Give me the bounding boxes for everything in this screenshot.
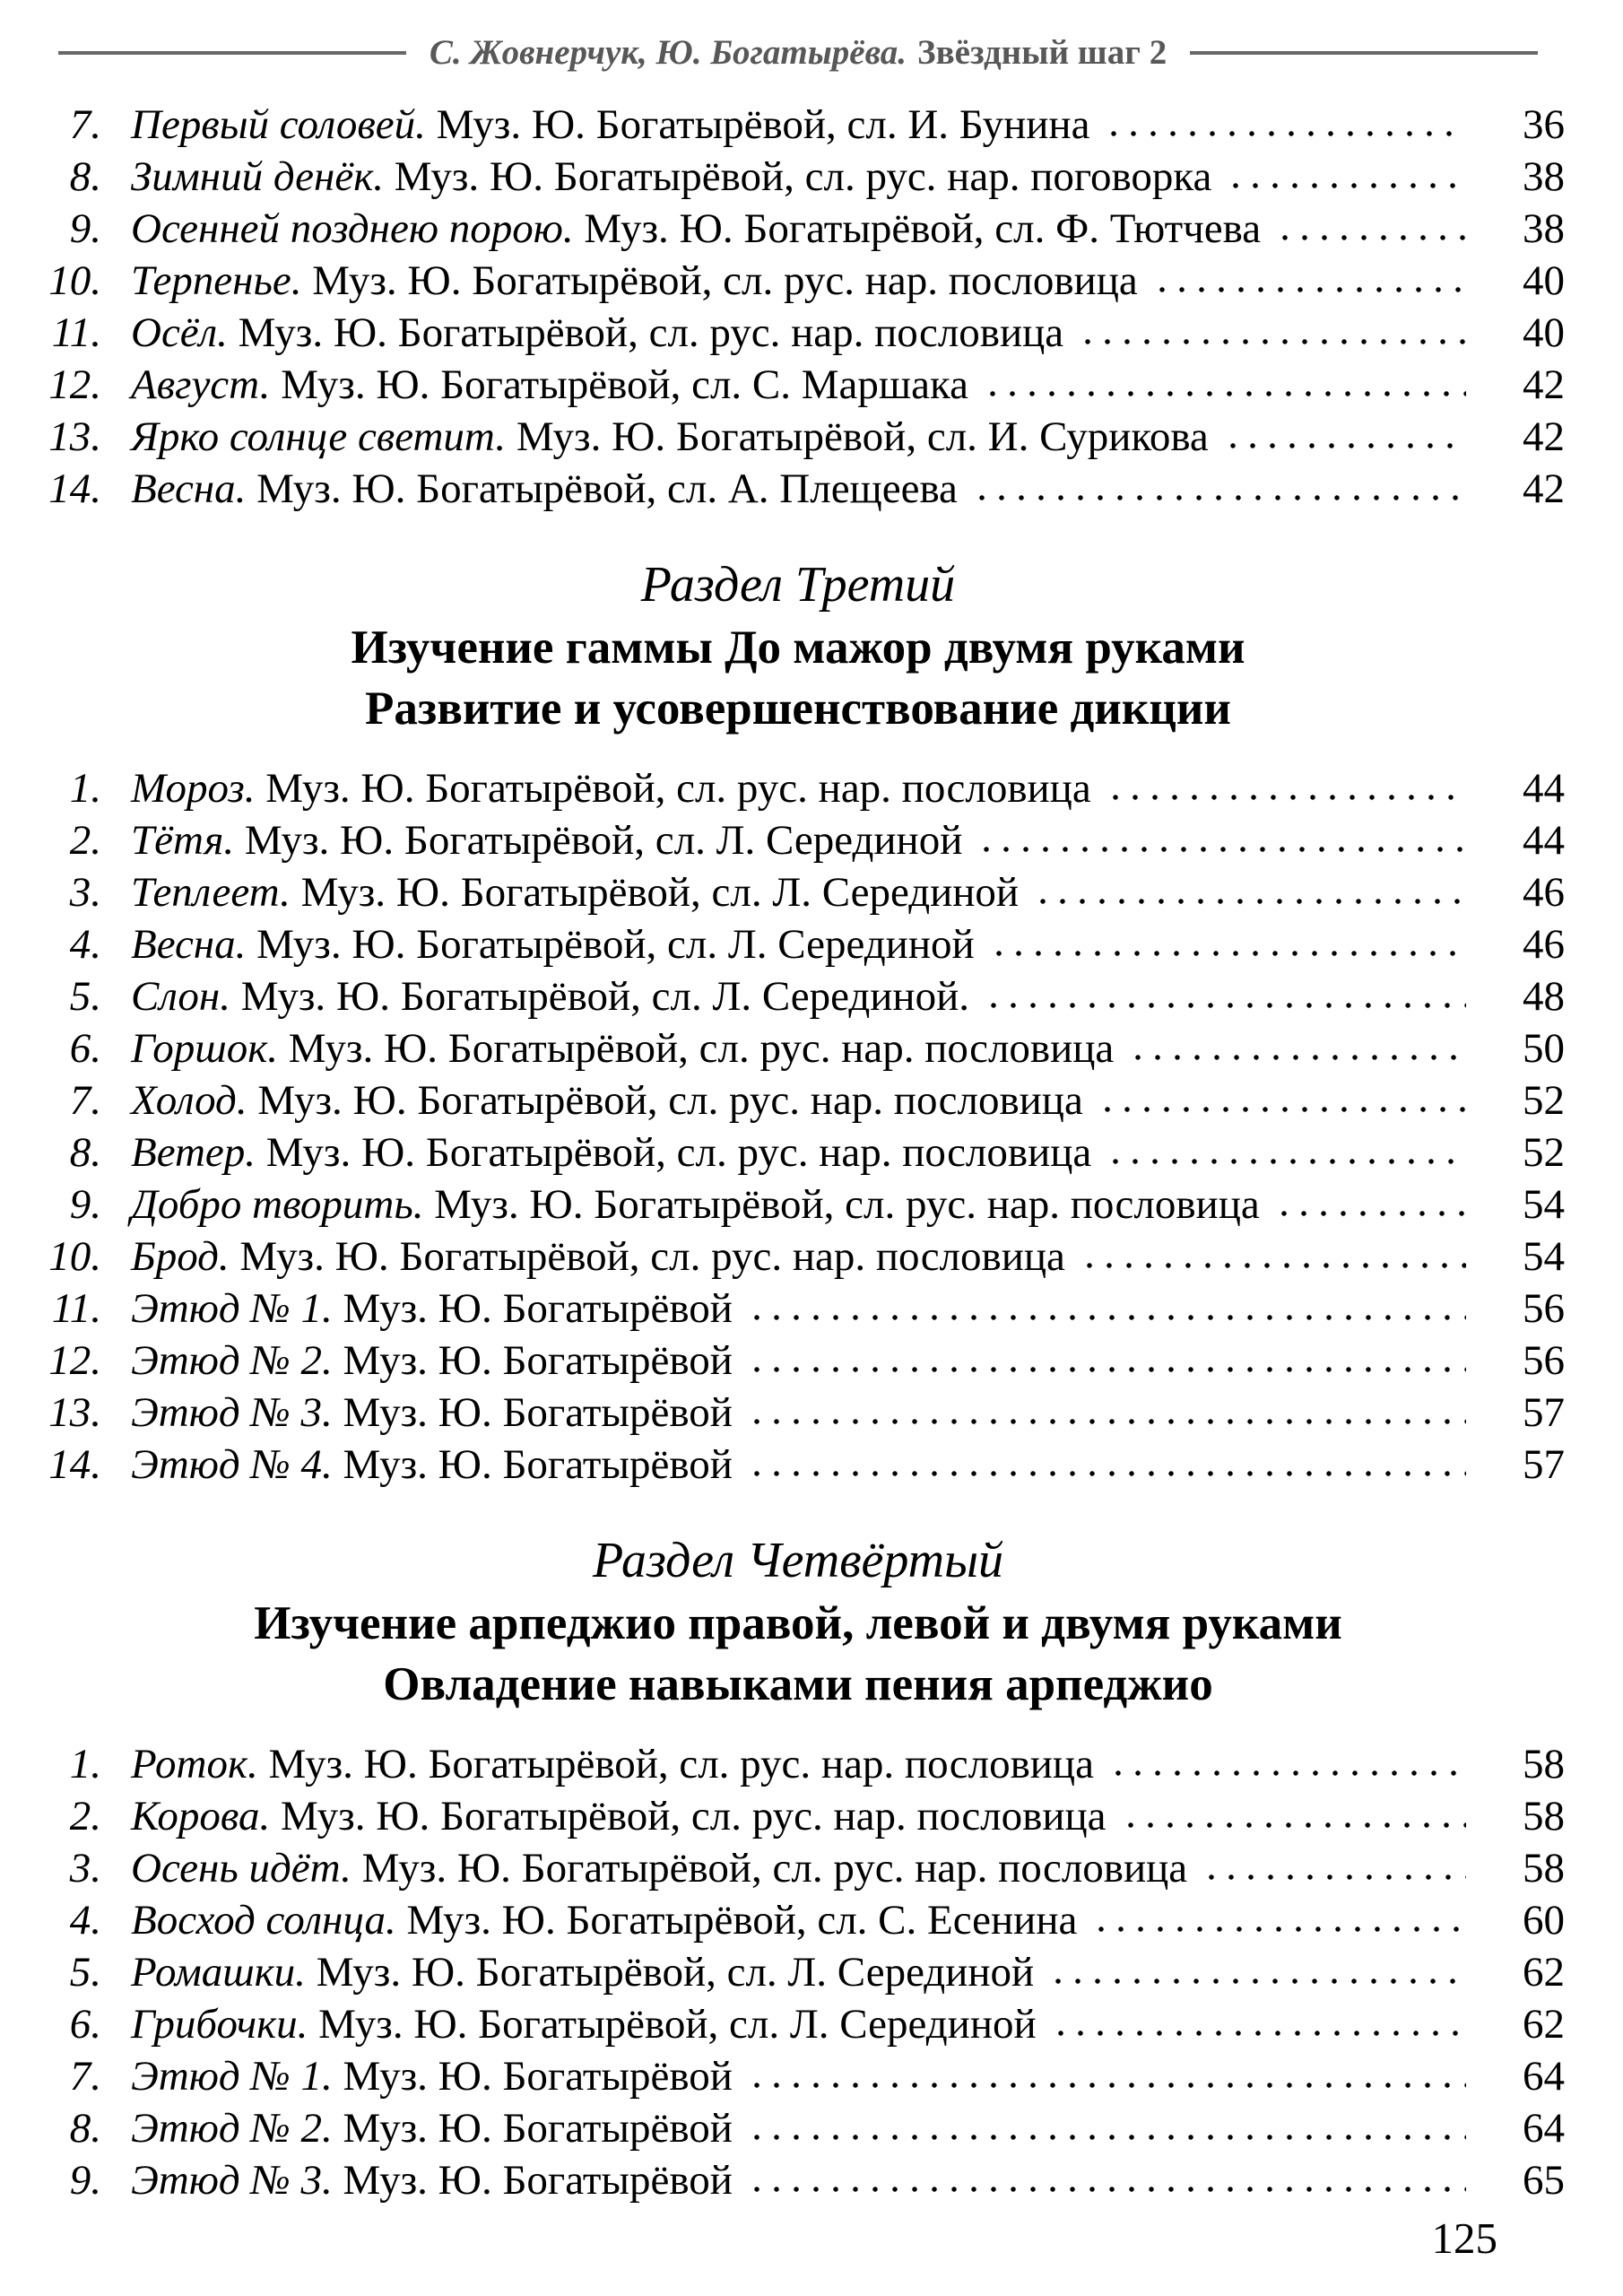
dot-leader bbox=[983, 359, 1466, 411]
entry-number: 7. bbox=[69, 1077, 101, 1124]
header-right-rule bbox=[1190, 51, 1538, 55]
entry-number: 4. bbox=[69, 921, 101, 968]
entry-title: Август. bbox=[131, 361, 271, 408]
toc-section-four-entries bbox=[31, 1738, 1565, 2206]
entry-credit: Муз. Ю. Богатырёвой, сл. рус. нар. пословица bbox=[361, 1845, 1188, 1892]
entry-page-number: 57 bbox=[1523, 1441, 1565, 1488]
entry-credit: Муз. Ю. Богатырёвой bbox=[343, 1389, 733, 1436]
entry-credit: Муз. Ю. Богатырёвой, сл. Л. Серединой. bbox=[240, 973, 969, 1020]
entry-text bbox=[131, 1998, 1037, 2050]
toc-entry bbox=[31, 411, 1565, 463]
toc-entry bbox=[31, 970, 1565, 1022]
entry-credit: Муз. Ю. Богатырёвой, сл. Ф. Тютчева bbox=[584, 205, 1262, 252]
entry-number: 13. bbox=[48, 1389, 101, 1436]
entry-title: Весна. bbox=[131, 465, 247, 512]
entry-page-number: 50 bbox=[1523, 1025, 1565, 1072]
entry-title: Горшок. bbox=[131, 1025, 279, 1072]
entry-title: Роток. bbox=[131, 1741, 258, 1787]
entry-title: Весна. bbox=[131, 921, 247, 968]
entry-text bbox=[131, 1894, 1077, 1946]
entry-page-number: 56 bbox=[1523, 1285, 1565, 1332]
dot-leader bbox=[1226, 151, 1466, 203]
entry-page-number: 38 bbox=[1523, 205, 1565, 252]
section-subtitle: Изучение арпеджио правой, левой и двумя руками bbox=[254, 1597, 1342, 1649]
entry-number: 14. bbox=[48, 1441, 101, 1488]
entry-page-number: 60 bbox=[1523, 1897, 1565, 1944]
entry-text bbox=[131, 1738, 1094, 1790]
entry-page-number: 58 bbox=[1523, 1793, 1565, 1839]
dot-leader bbox=[747, 2050, 1466, 2102]
dot-leader bbox=[1098, 1074, 1466, 1126]
section-subtitle: Развитие и усовершенствование дикции bbox=[365, 683, 1231, 735]
dot-leader bbox=[1121, 1790, 1467, 1842]
entry-page-number: 46 bbox=[1523, 869, 1565, 916]
toc-entry bbox=[31, 359, 1565, 411]
toc-entry bbox=[31, 762, 1565, 814]
toc-entry bbox=[31, 463, 1565, 515]
entry-page-number: 40 bbox=[1523, 309, 1565, 356]
toc-entry bbox=[31, 1842, 1565, 1894]
dot-leader bbox=[1202, 1842, 1466, 1894]
entry-title: Брод. bbox=[131, 1233, 230, 1280]
entry-credit: Муз. Ю. Богатырёвой, сл. рус. нар. пословица bbox=[312, 257, 1138, 304]
entry-text bbox=[131, 2050, 733, 2102]
toc-entry bbox=[31, 2154, 1565, 2206]
entry-credit: Муз. Ю. Богатырёвой, сл. рус. нар. пословица bbox=[257, 1077, 1083, 1124]
dot-leader bbox=[976, 814, 1466, 866]
entry-text bbox=[131, 1439, 733, 1491]
toc-entry bbox=[31, 99, 1565, 151]
entry-text bbox=[131, 151, 1211, 203]
entry-credit: Муз. Ю. Богатырёвой bbox=[343, 2053, 733, 2100]
entry-number: 5. bbox=[69, 1949, 101, 1996]
entry-title: Тётя. bbox=[131, 817, 235, 864]
entry-page-number: 52 bbox=[1523, 1077, 1565, 1124]
toc-entry bbox=[31, 1387, 1565, 1439]
entry-credit: Муз. Ю. Богатырёвой, сл. рус. нар. пословица bbox=[238, 309, 1064, 356]
toc-entry bbox=[31, 1738, 1565, 1790]
dot-leader bbox=[1128, 1022, 1466, 1074]
entry-page-number: 40 bbox=[1523, 257, 1565, 304]
dot-leader bbox=[1048, 1946, 1466, 1998]
entry-number: 12. bbox=[48, 1337, 101, 1384]
entry-title: Этюд № 2. bbox=[131, 2105, 333, 2152]
entry-number: 8. bbox=[69, 1129, 101, 1176]
entry-title: Ромашки. bbox=[131, 1949, 306, 1996]
dot-leader bbox=[1051, 1998, 1466, 2050]
toc-entry bbox=[31, 1946, 1565, 1998]
entry-credit: Муз. Ю. Богатырёвой, сл. рус. нар. пословица bbox=[268, 1741, 1094, 1787]
entry-title: Ярко солнце светит. bbox=[131, 413, 507, 460]
entry-credit: Муз. Ю. Богатырёвой, сл. рус. нар. пословица bbox=[265, 765, 1091, 812]
entry-title: Холод. bbox=[131, 1077, 247, 1124]
entry-number: 2. bbox=[69, 817, 101, 864]
section-subtitle: Овладение навыками пения арпеджио bbox=[383, 1658, 1213, 1710]
entry-title: Осенней позднею порою. bbox=[131, 205, 574, 252]
dot-leader bbox=[1152, 255, 1466, 307]
entry-text bbox=[131, 411, 1209, 463]
entry-page-number: 58 bbox=[1523, 1741, 1565, 1787]
entry-credit: Муз. Ю. Богатырёвой, сл. рус. нар. пословица bbox=[434, 1181, 1260, 1228]
dot-leader bbox=[747, 1439, 1466, 1491]
entry-text bbox=[131, 1074, 1083, 1126]
entry-title: Корова. bbox=[131, 1793, 271, 1839]
dot-leader bbox=[747, 2102, 1466, 2154]
entry-page-number: 52 bbox=[1523, 1129, 1565, 1176]
entry-number: 12. bbox=[48, 361, 101, 408]
entry-title: Ветер. bbox=[131, 1129, 256, 1176]
entry-page-number: 64 bbox=[1523, 2105, 1565, 2152]
entry-title: Мороз. bbox=[131, 765, 256, 812]
entry-number: 9. bbox=[69, 205, 101, 252]
entry-title: Этюд № 3. bbox=[131, 2157, 333, 2204]
entry-title: Этюд № 3. bbox=[131, 1389, 333, 1436]
entry-credit: Муз. Ю. Богатырёвой, сл. рус. нар. пословица bbox=[288, 1025, 1115, 1072]
section-three-heading-block bbox=[31, 552, 1565, 739]
toc-entry bbox=[31, 1439, 1565, 1491]
entry-text bbox=[131, 814, 962, 866]
entry-title: Слон. bbox=[131, 973, 230, 1020]
section-heading: Раздел Четвёртый bbox=[592, 1533, 1003, 1588]
entry-credit: Муз. Ю. Богатырёвой, сл. рус. нар. пословица bbox=[239, 1233, 1065, 1280]
dot-leader bbox=[747, 1335, 1466, 1387]
entry-title: Зимний денёк. bbox=[131, 153, 384, 200]
dot-leader bbox=[1033, 866, 1466, 918]
entry-text bbox=[131, 99, 1089, 151]
section-subtitle: Изучение гаммы До мажор двумя руками bbox=[351, 622, 1245, 674]
entry-title: Теплеет. bbox=[131, 869, 291, 916]
entry-page-number: 42 bbox=[1523, 361, 1565, 408]
toc-entry bbox=[31, 2102, 1565, 2154]
dot-leader bbox=[1104, 99, 1466, 151]
entry-title: Этюд № 1. bbox=[131, 2053, 333, 2100]
entry-title: Осёл. bbox=[131, 309, 228, 356]
toc-entry bbox=[31, 307, 1565, 359]
entry-number: 14. bbox=[48, 465, 101, 512]
dot-leader bbox=[1106, 762, 1466, 814]
entry-number: 8. bbox=[69, 153, 101, 200]
toc-entry bbox=[31, 1894, 1565, 1946]
entry-text bbox=[131, 1022, 1114, 1074]
page-number: 125 bbox=[1431, 2213, 1497, 2263]
entry-number: 2. bbox=[69, 1793, 101, 1839]
entry-text bbox=[131, 359, 968, 411]
entry-text bbox=[131, 203, 1261, 255]
dot-leader bbox=[747, 1283, 1466, 1335]
section-four-heading-block bbox=[31, 1528, 1565, 1715]
dot-leader bbox=[1274, 1178, 1466, 1231]
entry-title: Терпенье. bbox=[131, 257, 302, 304]
toc-entry bbox=[31, 1178, 1565, 1231]
entry-page-number: 46 bbox=[1523, 921, 1565, 968]
entry-text bbox=[131, 1283, 733, 1335]
entry-number: 6. bbox=[69, 2001, 101, 2048]
entry-number: 11. bbox=[51, 309, 101, 356]
entry-page-number: 38 bbox=[1523, 153, 1565, 200]
entry-text bbox=[131, 255, 1138, 307]
entry-text bbox=[131, 2154, 733, 2206]
entry-title: Первый соловей. bbox=[131, 101, 426, 148]
entry-credit: Муз. Ю. Богатырёвой, сл. А. Плещеева bbox=[256, 465, 958, 512]
entry-number: 3. bbox=[69, 1845, 101, 1892]
dot-leader bbox=[1223, 411, 1466, 463]
dot-leader bbox=[984, 970, 1466, 1022]
entry-credit: Муз. Ю. Богатырёвой, сл. Л. Серединой bbox=[244, 817, 963, 864]
entry-page-number: 42 bbox=[1523, 465, 1565, 512]
entry-text bbox=[131, 2102, 733, 2154]
entry-credit: Муз. Ю. Богатырёвой, сл. И. Бунина bbox=[436, 101, 1090, 148]
entry-number: 9. bbox=[69, 1181, 101, 1228]
entry-credit: Муз. Ю. Богатырёвой, сл. С. Есенина bbox=[406, 1897, 1078, 1944]
entry-credit: Муз. Ю. Богатырёвой, сл. Л. Серединой bbox=[318, 2001, 1037, 2048]
toc-entry bbox=[31, 1022, 1565, 1074]
dot-leader bbox=[1091, 1894, 1466, 1946]
entry-text bbox=[131, 1790, 1107, 1842]
header-book-title: Звёздный шаг 2 bbox=[917, 33, 1167, 72]
entry-credit: Муз. Ю. Богатырёвой bbox=[343, 2157, 733, 2204]
toc-entry bbox=[31, 814, 1565, 866]
dot-leader bbox=[1275, 203, 1466, 255]
entry-text bbox=[131, 1178, 1260, 1231]
entry-text bbox=[131, 1946, 1034, 1998]
entry-text bbox=[131, 1231, 1065, 1283]
toc-entry bbox=[31, 151, 1565, 203]
entry-page-number: 54 bbox=[1523, 1233, 1565, 1280]
toc-entry bbox=[31, 1790, 1565, 1842]
entry-number: 9. bbox=[69, 2157, 101, 2204]
dot-leader bbox=[1080, 1231, 1466, 1283]
entry-text bbox=[131, 918, 975, 970]
entry-page-number: 64 bbox=[1523, 2053, 1565, 2100]
dot-leader bbox=[1108, 1738, 1466, 1790]
entry-page-number: 54 bbox=[1523, 1181, 1565, 1228]
entry-credit: Муз. Ю. Богатырёвой, сл. рус. нар. поговорка bbox=[394, 153, 1212, 200]
entry-number: 3. bbox=[69, 869, 101, 916]
toc-section-three-entries bbox=[31, 762, 1565, 1491]
entry-title: Осень идёт. bbox=[131, 1845, 352, 1892]
header-left-rule bbox=[58, 51, 406, 55]
toc-entry bbox=[31, 1074, 1565, 1126]
entry-title: Этюд № 4. bbox=[131, 1441, 333, 1488]
entry-title: Восход солнца. bbox=[131, 1897, 396, 1944]
entry-title: Этюд № 2. bbox=[131, 1337, 333, 1384]
toc-entry bbox=[31, 1283, 1565, 1335]
entry-number: 10. bbox=[48, 257, 101, 304]
entry-text bbox=[131, 1335, 733, 1387]
entry-credit: Муз. Ю. Богатырёвой bbox=[343, 2105, 733, 2152]
entry-credit: Муз. Ю. Богатырёвой bbox=[343, 1285, 733, 1332]
entry-credit: Муз. Ю. Богатырёвой, сл. Л. Серединой bbox=[256, 921, 975, 968]
entry-text bbox=[131, 1842, 1187, 1894]
dot-leader bbox=[1106, 1126, 1466, 1178]
entry-credit: Муз. Ю. Богатырёвой, сл. И. Сурикова bbox=[516, 413, 1209, 460]
entry-number: 7. bbox=[69, 101, 101, 148]
dot-leader bbox=[989, 918, 1466, 970]
header-authors: С. Жовнерчук, Ю. Богатырёва. bbox=[429, 33, 907, 72]
toc-section-two-entries bbox=[31, 99, 1565, 515]
dot-leader bbox=[747, 2154, 1466, 2206]
toc-entry bbox=[31, 1335, 1565, 1387]
entry-credit: Муз. Ю. Богатырёвой, сл. рус. нар. пословица bbox=[281, 1793, 1107, 1839]
entry-credit: Муз. Ю. Богатырёвой bbox=[343, 1441, 733, 1488]
toc-entry bbox=[31, 255, 1565, 307]
entry-page-number: 42 bbox=[1523, 413, 1565, 460]
section-heading: Раздел Третий bbox=[640, 557, 956, 613]
entry-page-number: 36 bbox=[1523, 101, 1565, 148]
entry-number: 8. bbox=[69, 2105, 101, 2152]
entry-page-number: 58 bbox=[1523, 1845, 1565, 1892]
entry-credit: Муз. Ю. Богатырёвой bbox=[343, 1337, 733, 1384]
entry-number: 6. bbox=[69, 1025, 101, 1072]
entry-text bbox=[131, 1387, 733, 1439]
entry-text bbox=[131, 970, 969, 1022]
entry-number: 7. bbox=[69, 2053, 101, 2100]
entry-number: 13. bbox=[48, 413, 101, 460]
entry-text bbox=[131, 866, 1019, 918]
toc-entry bbox=[31, 1231, 1565, 1283]
entry-number: 5. bbox=[69, 973, 101, 1020]
entry-text bbox=[131, 762, 1091, 814]
entry-number: 1. bbox=[69, 765, 101, 812]
entry-number: 10. bbox=[48, 1233, 101, 1280]
entry-title: Этюд № 1. bbox=[131, 1285, 333, 1332]
entry-credit: Муз. Ю. Богатырёвой, сл. Л. Серединой bbox=[300, 869, 1020, 916]
entry-title: Добро творить. bbox=[131, 1181, 424, 1228]
entry-text bbox=[131, 1126, 1091, 1178]
entry-page-number: 44 bbox=[1523, 817, 1565, 864]
entry-page-number: 65 bbox=[1523, 2157, 1565, 2204]
header-text bbox=[430, 32, 1167, 74]
toc-entry bbox=[31, 866, 1565, 918]
dot-leader bbox=[972, 463, 1466, 515]
entry-page-number: 56 bbox=[1523, 1337, 1565, 1384]
entry-page-number: 62 bbox=[1523, 1949, 1565, 1996]
entry-number: 1. bbox=[69, 1741, 101, 1787]
toc-entry bbox=[31, 1998, 1565, 2050]
entry-credit: Муз. Ю. Богатырёвой, сл. Л. Серединой bbox=[316, 1949, 1035, 1996]
entry-credit: Муз. Ю. Богатырёвой, сл. С. Маршака bbox=[281, 361, 968, 408]
entry-text bbox=[131, 307, 1063, 359]
entry-credit: Муз. Ю. Богатырёвой, сл. рус. нар. пословица bbox=[265, 1129, 1092, 1176]
running-header bbox=[58, 32, 1538, 74]
toc-entry bbox=[31, 1126, 1565, 1178]
entry-page-number: 62 bbox=[1523, 2001, 1565, 2048]
toc-entry bbox=[31, 918, 1565, 970]
entry-number: 4. bbox=[69, 1897, 101, 1944]
entry-page-number: 57 bbox=[1523, 1389, 1565, 1436]
entry-page-number: 48 bbox=[1523, 973, 1565, 1020]
entry-title: Грибочки. bbox=[131, 2001, 308, 2048]
entry-page-number: 44 bbox=[1523, 765, 1565, 812]
dot-leader bbox=[747, 1387, 1466, 1439]
dot-leader bbox=[1078, 307, 1466, 359]
entry-text bbox=[131, 463, 958, 515]
toc-entry bbox=[31, 2050, 1565, 2102]
toc-entry bbox=[31, 203, 1565, 255]
entry-number: 11. bbox=[51, 1285, 101, 1332]
